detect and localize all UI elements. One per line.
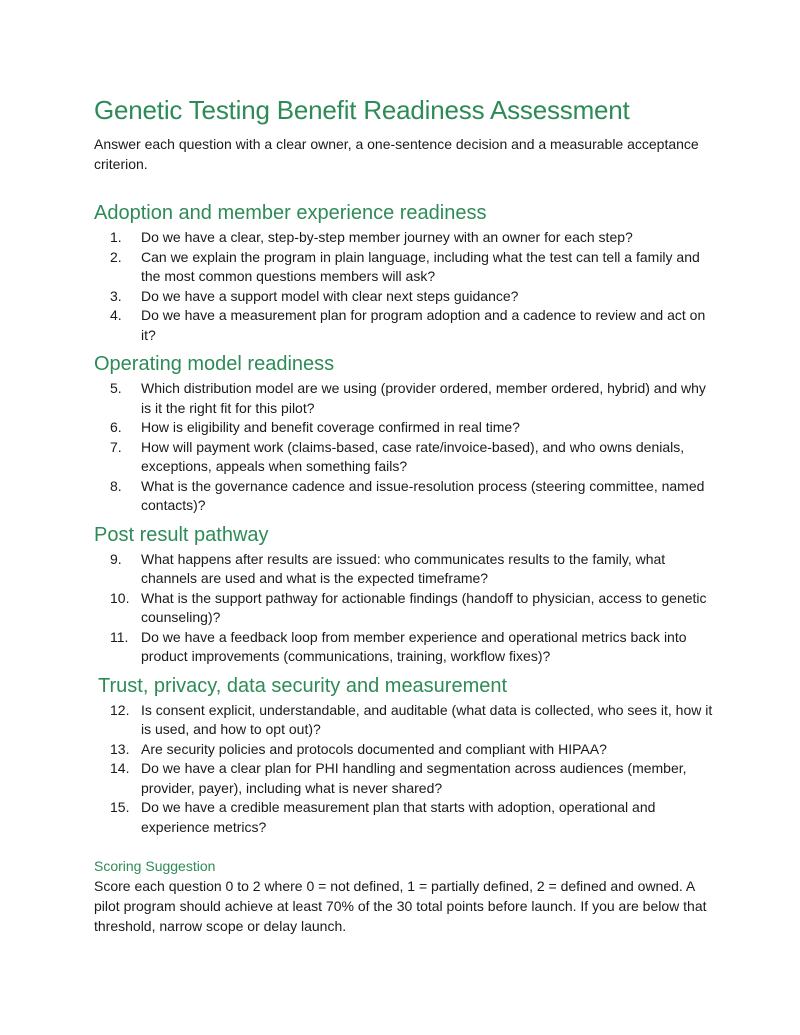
question-number: 11. [110, 628, 129, 645]
question-number: 8. [110, 477, 122, 494]
question-text: Can we explain the program in plain language, including what the test can tell a family and the most common questions members will ask? [141, 248, 700, 284]
question-item [94, 550, 714, 589]
question-item [94, 438, 714, 477]
question-number: 5. [110, 380, 122, 396]
question-list [94, 228, 714, 345]
question-text: Do we have a credible measurement plan that starts with adoption, operational and experience metrics? [141, 799, 656, 835]
question-text: How will payment work (claims-based, case rate/invoice-based), and who owns denials, exceptions, appeals when something fails? [141, 438, 685, 474]
question-text: Do we have a clear, step-by-step member journey with an owner for each step? [141, 229, 633, 245]
section-heading: Trust, privacy, data security and measurement [98, 674, 508, 697]
question-item [94, 628, 714, 667]
question-text: What is the support pathway for actionable findings (handoff to physician, access to genetic counseling)? [141, 589, 707, 625]
scoring-text: Score each question 0 to 2 where 0 = not defined, 1 = partially defined, 2 = defined and owned. A pilot program should achieve at least 70% of the 30 total points before launch. If you are below that threshold, narrow scope or delay launch. [94, 878, 707, 934]
question-list [94, 379, 714, 516]
question-text: What happens after results are issued: who communicates results to the family, what channels are used and what is the expected timeframe? [141, 550, 666, 586]
question-text: How is eligibility and benefit coverage confirmed in real time? [141, 419, 520, 435]
question-number: 9. [110, 550, 122, 567]
question-text: Are security policies and protocols documented and compliant with HIPAA? [141, 740, 607, 757]
question-text: Do we have a clear plan for PHI handling and segmentation across audiences (member, provider, payer), including what is never shared? [141, 760, 687, 796]
document-title: Genetic Testing Benefit Readiness Assessment [94, 95, 630, 125]
question-text: What is the governance cadence and issue-resolution process (steering committee, named contacts)? [141, 477, 705, 513]
question-number: 14. [110, 760, 130, 776]
question-item [94, 798, 714, 837]
question-number: 15. [110, 799, 130, 815]
question-number: 13. [110, 740, 130, 757]
question-item [94, 759, 714, 798]
question-item [94, 306, 714, 345]
section-operating-model [94, 351, 714, 516]
question-text: Do we have a measurement plan for program adoption and a cadence to review and act on it? [141, 307, 706, 343]
question-item [94, 287, 714, 307]
scoring-heading: Scoring Suggestion [94, 858, 216, 874]
question-item [94, 589, 714, 628]
question-item [94, 701, 714, 740]
question-item [94, 740, 714, 760]
question-number: 6. [110, 419, 122, 435]
question-text: Do we have a support model with clear next steps guidance? [141, 287, 519, 304]
question-number: 12. [110, 701, 130, 718]
question-number: 3. [110, 287, 122, 304]
question-list [94, 550, 714, 667]
scoring-suggestion [94, 856, 714, 936]
question-item [94, 379, 714, 418]
question-text: Which distribution model are we using (provider ordered, member ordered, hybrid) and why is it the right fit for this pilot? [141, 380, 706, 416]
question-item [94, 228, 714, 248]
section-heading: Adoption and member experience readiness [94, 202, 487, 224]
section-adoption [94, 200, 714, 345]
section-heading: Operating model readiness [94, 353, 335, 375]
question-list [94, 701, 714, 838]
question-number: 10. [110, 589, 130, 606]
question-item [94, 477, 714, 516]
question-number: 2. [110, 248, 122, 265]
section-heading: Post result pathway [94, 523, 269, 546]
question-number: 4. [110, 307, 122, 323]
section-trust-privacy [94, 673, 714, 838]
document-intro: Answer each question with a clear owner, a one-sentence decision and a measurable acceptance criterion. [94, 136, 699, 172]
question-item [94, 248, 714, 287]
question-number: 1. [110, 229, 122, 245]
question-text: Is consent explicit, understandable, and auditable (what data is collected, who sees it, how it is used, and how to opt out)? [141, 701, 713, 737]
question-text: Do we have a feedback loop from member experience and operational metrics back into product improvements (communications, training, workflow fixes)? [141, 628, 687, 664]
question-number: 7. [110, 438, 122, 455]
question-item [94, 418, 714, 438]
section-post-result [94, 522, 714, 667]
document-page [94, 94, 714, 936]
